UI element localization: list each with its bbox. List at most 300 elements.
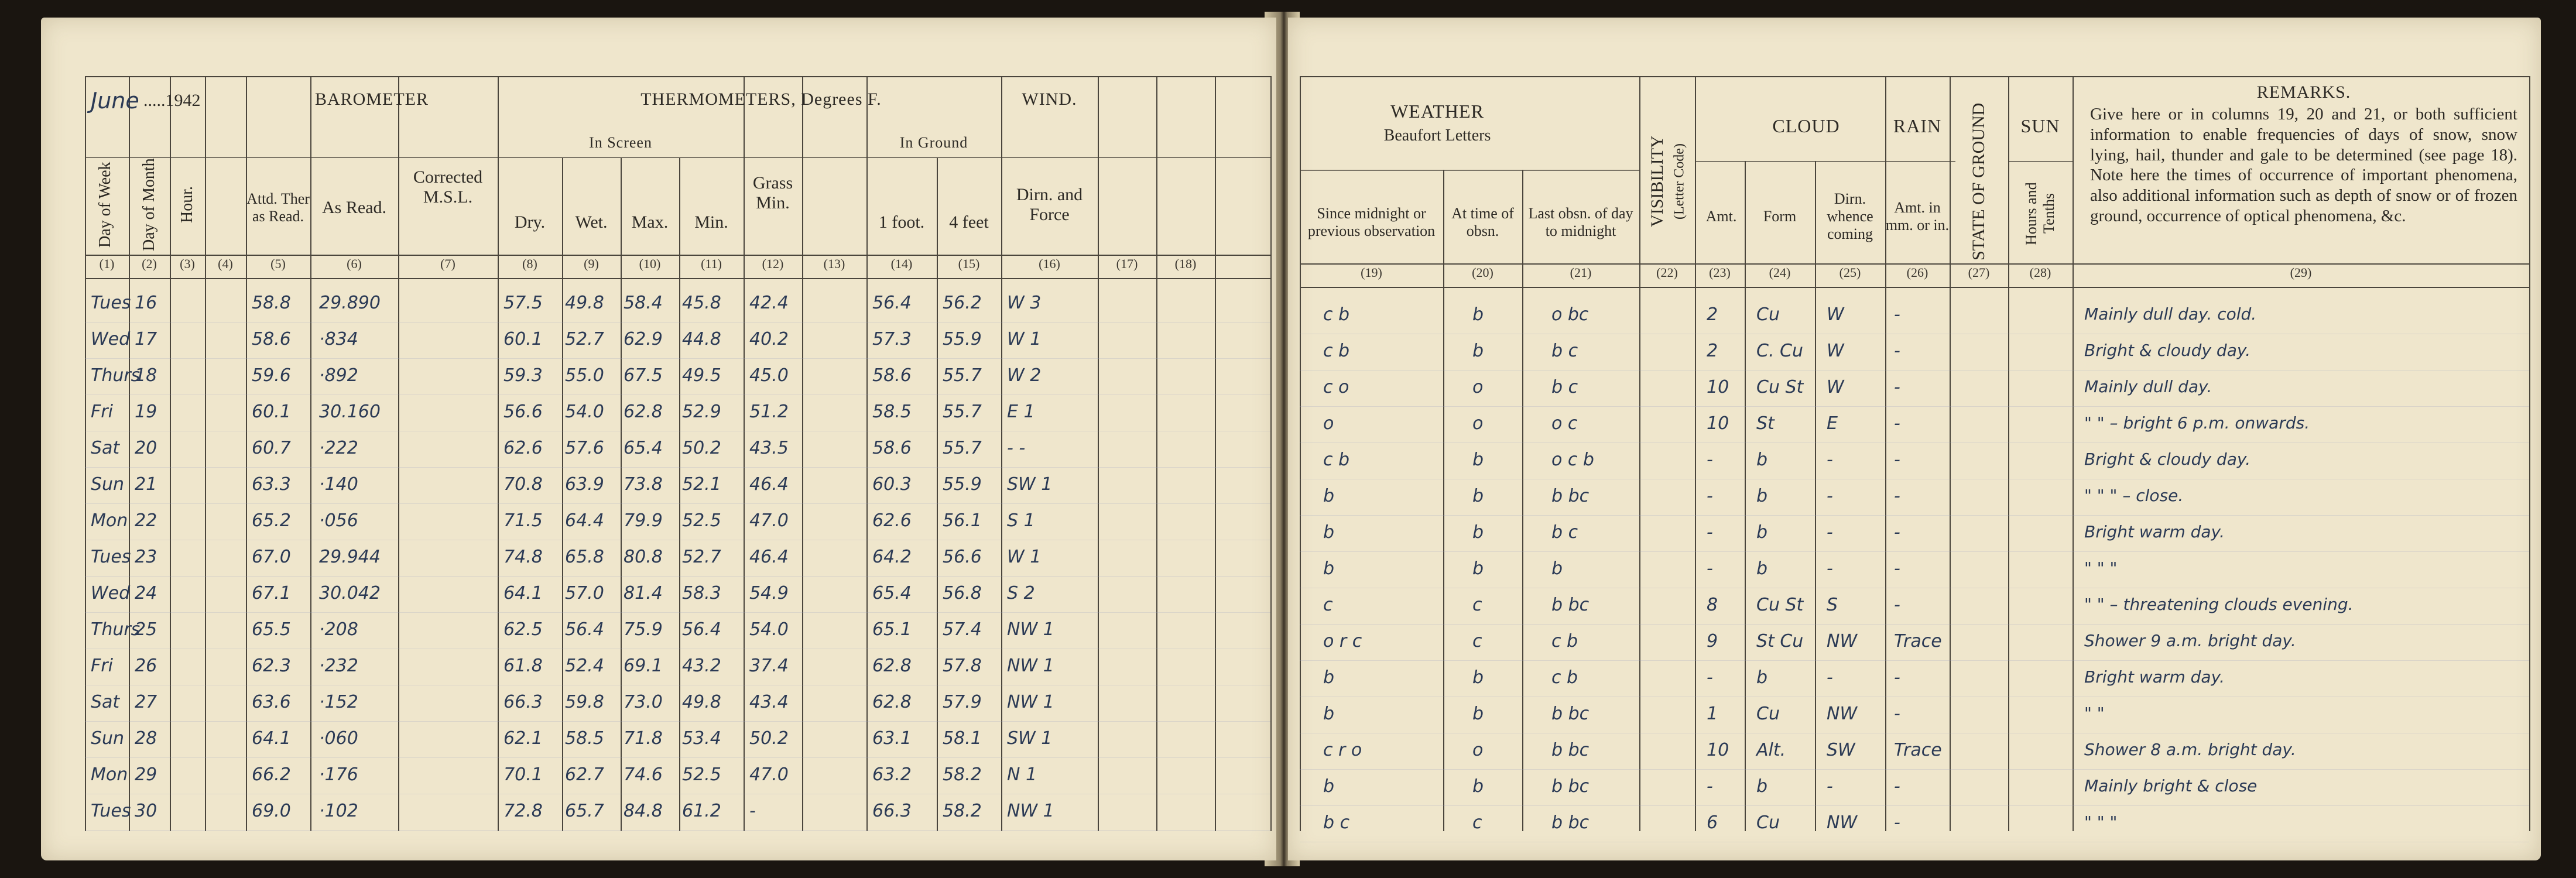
- cloud-amount: 8: [1707, 595, 1718, 615]
- cloud-amount: 10: [1707, 377, 1729, 397]
- weather-last-obsn: o bc: [1551, 304, 1589, 325]
- ground-1-foot: 66.3: [872, 801, 912, 821]
- attd-ther-value: 67.0: [252, 547, 291, 567]
- weather-since-midnight: b: [1323, 558, 1335, 579]
- remark-entry: Mainly bright & close: [2084, 776, 2258, 795]
- weather-since-midnight: c b: [1323, 450, 1350, 470]
- col-cloud-dirn: Dirn. whence coming: [1827, 190, 1873, 242]
- dry-temp: 61.8: [503, 656, 543, 676]
- day-of-month: 28: [135, 728, 157, 749]
- day-of-week: Thurs: [91, 365, 141, 386]
- column-number: (7): [440, 256, 455, 271]
- day-of-month: 25: [135, 619, 157, 640]
- day-of-week: Sat: [91, 692, 120, 712]
- column-number: (9): [584, 256, 599, 271]
- barometer-reading: ·208: [319, 619, 358, 640]
- attd-ther-value: 66.2: [252, 764, 291, 785]
- day-of-week: Wed: [91, 583, 131, 603]
- max-temp: 84.8: [624, 801, 663, 821]
- cloud-amount: 10: [1707, 413, 1729, 434]
- wet-temp: 59.8: [565, 692, 604, 712]
- weather-at-time: b: [1472, 304, 1484, 325]
- weather-at-time: b: [1472, 486, 1484, 506]
- remark-entry: " " ": [2084, 812, 2118, 832]
- grass-min: 43.4: [749, 692, 789, 712]
- weather-since-midnight: o: [1323, 413, 1334, 434]
- wet-temp: 54.0: [565, 402, 604, 422]
- wind-dirn-force: NW 1: [1007, 801, 1054, 821]
- col-cloud-form: Form: [1763, 208, 1797, 225]
- day-of-week: Sat: [91, 438, 120, 458]
- cloud-direction: SW: [1827, 740, 1855, 760]
- weather-last-obsn: b bc: [1551, 740, 1590, 760]
- wind-dirn-force: SW 1: [1007, 728, 1053, 749]
- cloud-amount: -: [1707, 522, 1713, 543]
- remark-entry: " " ": [2084, 558, 2118, 578]
- min-temp: 56.4: [682, 619, 721, 640]
- cloud-form: St: [1756, 413, 1775, 434]
- weather-at-time: o: [1472, 377, 1484, 397]
- max-temp: 62.8: [624, 402, 663, 422]
- col-at-time: At time of obsn.: [1451, 205, 1514, 239]
- dry-temp: 60.1: [503, 329, 543, 349]
- remark-entry: Mainly dull day.: [2084, 377, 2212, 396]
- cloud-form: St Cu: [1756, 631, 1804, 651]
- column-number: (1): [99, 256, 115, 271]
- right-page: [1288, 18, 2541, 860]
- column-number: (16): [1039, 256, 1060, 271]
- min-temp: 43.2: [682, 656, 721, 676]
- day-of-week: Thurs: [91, 619, 141, 640]
- sun-header: SUN: [2020, 115, 2060, 136]
- cloud-amount: -: [1707, 486, 1713, 506]
- max-temp: 79.9: [624, 510, 663, 531]
- rain-amount: -: [1894, 667, 1900, 688]
- column-number: (28): [2029, 265, 2051, 280]
- barometer-reading: 30.160: [319, 402, 381, 422]
- ground-4-feet: 55.9: [943, 474, 982, 495]
- col-4-feet: 4 feet: [949, 212, 989, 232]
- col-cloud-amt: Amt.: [1705, 208, 1737, 225]
- weather-at-time: b: [1472, 450, 1484, 470]
- day-of-week: Tues: [91, 547, 131, 567]
- wet-temp: 49.8: [565, 293, 604, 313]
- cloud-form: b: [1756, 558, 1768, 579]
- cloud-direction: -: [1827, 558, 1833, 579]
- col-as-read: As Read.: [322, 197, 386, 217]
- weather-last-obsn: c b: [1551, 631, 1578, 651]
- weather-at-time: b: [1472, 704, 1484, 724]
- cloud-amount: 1: [1707, 704, 1718, 724]
- day-of-month: 20: [135, 438, 157, 458]
- row-rule: [1300, 370, 2529, 371]
- remark-entry: Bright warm day.: [2084, 667, 2225, 687]
- weather-since-midnight: b c: [1323, 812, 1350, 833]
- weather-at-time: c: [1472, 595, 1482, 615]
- cloud-form: C. Cu: [1756, 341, 1803, 361]
- col-rain-amt: Amt. in mm. or in.: [1885, 199, 1950, 234]
- grid-line-top: [1300, 76, 2529, 77]
- row-rule: [85, 322, 1270, 323]
- beaufort-header: Beaufort Letters: [1383, 126, 1491, 145]
- max-temp: 75.9: [624, 619, 663, 640]
- min-temp: 52.5: [682, 764, 721, 785]
- attd-ther-value: 58.8: [252, 293, 291, 313]
- col-day-of-week: Day of Week: [96, 162, 114, 248]
- weather-since-midnight: c o: [1323, 377, 1349, 397]
- row-rule: [85, 830, 1270, 831]
- weather-last-obsn: b bc: [1551, 776, 1590, 797]
- dry-temp: 71.5: [503, 510, 543, 531]
- dry-temp: 62.6: [503, 438, 543, 458]
- barometer-reading: ·232: [319, 656, 358, 676]
- weather-at-time: c: [1472, 812, 1482, 833]
- row-rule: [85, 503, 1270, 504]
- wet-temp: 55.0: [565, 365, 604, 386]
- cloud-amount: 2: [1707, 304, 1718, 325]
- cloud-direction: -: [1827, 776, 1833, 797]
- ground-4-feet: 58.1: [943, 728, 982, 749]
- attd-ther-value: 65.5: [252, 619, 291, 640]
- day-of-week: Tues: [91, 801, 131, 821]
- weather-last-obsn: b bc: [1551, 704, 1590, 724]
- attd-ther-value: 58.6: [252, 329, 291, 349]
- remark-entry: " " – threatening clouds evening.: [2084, 595, 2354, 614]
- column-number: (19): [1361, 265, 1382, 280]
- cloud-direction: W: [1827, 304, 1844, 325]
- barometer-reading: ·892: [319, 365, 358, 386]
- barometer-reading: ·176: [319, 764, 358, 785]
- max-temp: 58.4: [624, 293, 663, 313]
- column-number: (23): [1709, 265, 1731, 280]
- grid-line-sub-cloud: [1695, 161, 1955, 162]
- grid-line-head: [1300, 263, 2529, 265]
- ground-4-feet: 55.7: [943, 402, 982, 422]
- grass-min: 40.2: [749, 329, 789, 349]
- min-temp: 52.5: [682, 510, 721, 531]
- grass-min: 50.2: [749, 728, 789, 749]
- barometer-reading: ·056: [319, 510, 358, 531]
- ground-4-feet: 55.7: [943, 365, 982, 386]
- column-number: (24): [1769, 265, 1791, 280]
- rain-amount: -: [1894, 341, 1900, 361]
- weather-last-obsn: b c: [1551, 377, 1578, 397]
- day-of-month: 23: [135, 547, 157, 567]
- max-temp: 65.4: [624, 438, 663, 458]
- cloud-header: CLOUD: [1772, 115, 1840, 136]
- ground-4-feet: 56.1: [943, 510, 982, 531]
- remarks-title: REMARKS.: [2256, 82, 2351, 102]
- rain-amount: -: [1894, 450, 1900, 470]
- ground-4-feet: 57.9: [943, 692, 982, 712]
- weather-last-obsn: o c b: [1551, 450, 1594, 470]
- weather-last-obsn: b c: [1551, 522, 1578, 543]
- day-of-month: 21: [135, 474, 157, 495]
- weather-last-obsn: b: [1551, 558, 1563, 579]
- col-grass-min: Grass Min.: [752, 173, 793, 212]
- ground-1-foot: 60.3: [872, 474, 912, 495]
- ground-1-foot: 63.2: [872, 764, 912, 785]
- cloud-direction: -: [1827, 667, 1833, 688]
- grid-col-line: [2529, 76, 2530, 831]
- weather-at-time: b: [1472, 776, 1484, 797]
- day-of-week: Fri: [91, 402, 113, 422]
- grid-col-line: [1270, 76, 1272, 831]
- weather-last-obsn: o c: [1551, 413, 1578, 434]
- day-of-month: 27: [135, 692, 157, 712]
- day-of-week: Mon: [91, 764, 128, 785]
- grid-col-line: [1950, 76, 1951, 831]
- ground-1-foot: 58.6: [872, 365, 912, 386]
- dry-temp: 74.8: [503, 547, 543, 567]
- grass-min: 46.4: [749, 547, 789, 567]
- rain-amount: -: [1894, 413, 1900, 434]
- in-ground-header: In Ground: [899, 134, 968, 152]
- ground-1-foot: 65.4: [872, 583, 912, 603]
- min-temp: 53.4: [682, 728, 721, 749]
- weather-last-obsn: c b: [1551, 667, 1578, 688]
- ground-4-feet: 55.7: [943, 438, 982, 458]
- grid-col-line: [866, 76, 868, 831]
- weather-since-midnight: b: [1323, 486, 1335, 506]
- day-of-month: 19: [135, 402, 157, 422]
- wind-dirn-force: NW 1: [1007, 656, 1054, 676]
- dry-temp: 62.1: [503, 728, 543, 749]
- min-temp: 52.7: [682, 547, 721, 567]
- grass-min: 43.5: [749, 438, 789, 458]
- row-rule: [85, 757, 1270, 758]
- in-screen-header: In Screen: [589, 134, 652, 152]
- barometer-reading: ·222: [319, 438, 358, 458]
- weather-since-midnight: b: [1323, 667, 1335, 688]
- wet-temp: 65.7: [565, 801, 604, 821]
- col-dry: Dry.: [514, 212, 546, 232]
- ground-1-foot: 56.4: [872, 293, 912, 313]
- day-of-month: 26: [135, 656, 157, 676]
- row-rule: [1300, 624, 2529, 625]
- day-of-week: Tues: [91, 293, 131, 313]
- barometer-reading: 29.944: [319, 547, 381, 567]
- ground-4-feet: 56.6: [943, 547, 982, 567]
- dry-temp: 56.6: [503, 402, 543, 422]
- min-temp: 44.8: [682, 329, 721, 349]
- barometer-reading: ·060: [319, 728, 358, 749]
- dry-temp: 66.3: [503, 692, 543, 712]
- col-wind-dirn-force: Dirn. and Force: [1016, 184, 1083, 224]
- day-of-month: 16: [135, 293, 157, 313]
- max-temp: 69.1: [624, 656, 663, 676]
- remark-entry: " " – bright 6 p.m. onwards.: [2084, 413, 2310, 433]
- min-temp: 49.8: [682, 692, 721, 712]
- cloud-form: Cu: [1756, 304, 1780, 325]
- remark-entry: Bright warm day.: [2084, 522, 2225, 541]
- barometer-reading: ·834: [319, 329, 358, 349]
- col-corrected-msl: Corrected M.S.L.: [413, 167, 483, 207]
- rain-amount: -: [1894, 595, 1900, 615]
- weather-since-midnight: o r c: [1323, 631, 1362, 651]
- column-number: (29): [2290, 265, 2312, 280]
- cloud-direction: -: [1827, 486, 1833, 506]
- dry-temp: 62.5: [503, 619, 543, 640]
- cloud-amount: -: [1707, 450, 1713, 470]
- wet-temp: 52.4: [565, 656, 604, 676]
- grid-col-line: [1098, 76, 1099, 831]
- column-number: (2): [142, 256, 157, 271]
- grass-min: 37.4: [749, 656, 789, 676]
- dry-temp: 72.8: [503, 801, 543, 821]
- grid-col-line: [205, 76, 206, 831]
- weather-since-midnight: c r o: [1323, 740, 1362, 760]
- cloud-amount: -: [1707, 558, 1713, 579]
- ground-1-foot: 58.5: [872, 402, 912, 422]
- wind-dirn-force: NW 1: [1007, 619, 1054, 640]
- dry-temp: 70.1: [503, 764, 543, 785]
- day-of-week: Sun: [91, 728, 125, 749]
- attd-ther-value: 63.3: [252, 474, 291, 495]
- grid-col-line: [1156, 76, 1157, 831]
- grid-line-sub-sun: [2008, 161, 2073, 162]
- column-number: (13): [823, 256, 845, 271]
- column-number: (26): [1906, 265, 1928, 280]
- day-of-month: 18: [135, 365, 157, 386]
- remark-entry: Shower 8 a.m. bright day.: [2084, 740, 2296, 759]
- cloud-form: Cu: [1756, 704, 1780, 724]
- rain-amount: Trace: [1894, 631, 1942, 651]
- rain-amount: -: [1894, 522, 1900, 543]
- row-rule: [85, 467, 1270, 468]
- ground-4-feet: 56.8: [943, 583, 982, 603]
- wind-dirn-force: N 1: [1007, 764, 1037, 785]
- weather-at-time: b: [1472, 667, 1484, 688]
- column-number: (3): [180, 256, 195, 271]
- year-label: .....1942: [143, 90, 201, 110]
- column-number: (21): [1570, 265, 1592, 280]
- day-of-month: 30: [135, 801, 157, 821]
- rain-amount: -: [1894, 812, 1900, 833]
- cloud-form: b: [1756, 776, 1768, 797]
- grass-min: 45.0: [749, 365, 789, 386]
- remark-entry: Bright & cloudy day.: [2084, 341, 2251, 360]
- column-number: (8): [522, 256, 537, 271]
- wet-temp: 56.4: [565, 619, 604, 640]
- visibility-letter-code: (Letter Code): [1671, 143, 1687, 220]
- wind-dirn-force: S 2: [1007, 583, 1035, 603]
- grid-line-sub-weather: [1300, 170, 1639, 171]
- ground-4-feet: 58.2: [943, 801, 982, 821]
- row-rule: [1300, 515, 2529, 516]
- rain-amount: -: [1894, 304, 1900, 325]
- weather-at-time: b: [1472, 522, 1484, 543]
- ground-4-feet: 56.2: [943, 293, 982, 313]
- weather-last-obsn: b bc: [1551, 486, 1590, 506]
- cloud-direction: -: [1827, 522, 1833, 543]
- cloud-form: b: [1756, 522, 1768, 543]
- grass-min: 46.4: [749, 474, 789, 495]
- remark-entry: " " " – close.: [2084, 486, 2184, 505]
- wet-temp: 63.9: [565, 474, 604, 495]
- weather-at-time: b: [1472, 341, 1484, 361]
- max-temp: 74.6: [624, 764, 663, 785]
- min-temp: 58.3: [682, 583, 721, 603]
- cloud-amount: -: [1707, 667, 1713, 688]
- wind-dirn-force: W 2: [1007, 365, 1042, 386]
- grid-col-line: [802, 76, 803, 831]
- barometer-reading: ·140: [319, 474, 358, 495]
- weather-header: WEATHER: [1390, 100, 1484, 122]
- barometer-reading: 30.042: [319, 583, 381, 603]
- column-number: (12): [762, 256, 784, 271]
- grass-min: 47.0: [749, 510, 789, 531]
- column-number: (15): [958, 256, 980, 271]
- column-number: (17): [1116, 256, 1138, 271]
- cloud-form: b: [1756, 667, 1768, 688]
- row-rule: [1300, 769, 2529, 770]
- cloud-form: Cu St: [1756, 595, 1804, 615]
- remark-entry: " ": [2084, 704, 2105, 723]
- remarks-instructions: Give here or in columns 19, 20 and 21, or both sufficient information to enable frequencies of days of snow, snow lying, hail, thunder and gale to be determined (see page 18). Note here the times of occurrence of important phenomena, also additional information such as depth of snow or of frozen ground, occurrence of optical phenomena, &c.: [2090, 105, 2517, 225]
- col-min: Min.: [694, 212, 728, 232]
- cloud-amount: -: [1707, 776, 1713, 797]
- ground-1-foot: 65.1: [872, 619, 912, 640]
- column-number: (27): [1968, 265, 1990, 280]
- day-of-month: 24: [135, 583, 157, 603]
- cloud-amount: 2: [1707, 341, 1718, 361]
- col-sun-hours: Hours and Tenths: [2023, 182, 2057, 245]
- col-1-foot: 1 foot.: [878, 212, 925, 232]
- wet-temp: 64.4: [565, 510, 604, 531]
- rain-amount: -: [1894, 776, 1900, 797]
- month-handwritten: June: [91, 88, 139, 114]
- wet-temp: 58.5: [565, 728, 604, 749]
- cloud-direction: S: [1827, 595, 1838, 615]
- column-number: (11): [701, 256, 722, 271]
- cloud-direction: E: [1827, 413, 1838, 434]
- rain-amount: -: [1894, 558, 1900, 579]
- grid-col-line: [1639, 76, 1640, 831]
- cloud-amount: 6: [1707, 812, 1718, 833]
- cloud-direction: W: [1827, 341, 1844, 361]
- row-rule: [85, 612, 1270, 613]
- cloud-form: b: [1756, 486, 1768, 506]
- grass-min: -: [749, 801, 756, 821]
- min-temp: 61.2: [682, 801, 721, 821]
- wet-temp: 57.0: [565, 583, 604, 603]
- column-number: (20): [1472, 265, 1493, 280]
- wind-dirn-force: W 1: [1007, 329, 1042, 349]
- weather-since-midnight: b: [1323, 776, 1335, 797]
- col-hour: Hour.: [178, 186, 196, 224]
- min-temp: 50.2: [682, 438, 721, 458]
- wind-dirn-force: W 1: [1007, 547, 1042, 567]
- grass-min: 47.0: [749, 764, 789, 785]
- barometer-header: BAROMETER: [314, 89, 429, 109]
- row-rule: [85, 358, 1270, 359]
- cloud-direction: NW: [1827, 704, 1858, 724]
- attd-ther-value: 65.2: [252, 510, 291, 531]
- cloud-amount: 9: [1707, 631, 1718, 651]
- col-wet: Wet.: [575, 212, 608, 232]
- weather-since-midnight: c b: [1323, 341, 1350, 361]
- ground-1-foot: 57.3: [872, 329, 912, 349]
- weather-at-time: c: [1472, 631, 1482, 651]
- remark-entry: Shower 9 a.m. bright day.: [2084, 631, 2296, 650]
- row-rule: [85, 576, 1270, 577]
- cloud-direction: -: [1827, 450, 1833, 470]
- grid-line-head: [85, 255, 1270, 256]
- day-of-week: Mon: [91, 510, 128, 531]
- wet-temp: 62.7: [565, 764, 604, 785]
- remark-entry: Mainly dull day. cold.: [2084, 304, 2257, 324]
